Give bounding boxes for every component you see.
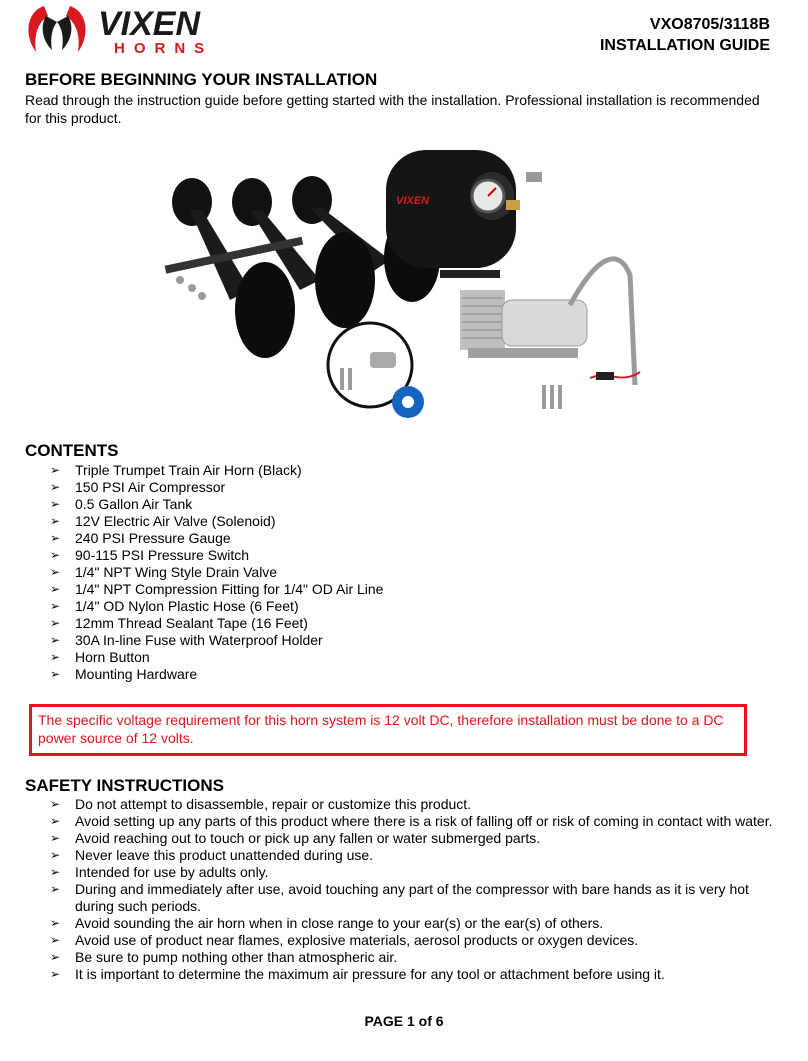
list-item: ➢ Do not attempt to disassemble, repair or customize this product. <box>50 796 773 813</box>
model-number: VXO8705/3118B <box>649 16 770 33</box>
list-item: ➢ Avoid setting up any parts of this product where there is a risk of falling off or risk of coming in contact with water. <box>50 813 773 830</box>
list-item: ➢ Avoid sounding the air horn when in close range to your ear(s) or the ear(s) of others. <box>50 915 773 932</box>
list-item: ➢ Avoid use of product near flames, explosive materials, aerosol products or oxygen devices. <box>50 932 773 949</box>
voltage-warning-box: The specific voltage requirement for this horn system is 12 volt DC, therefore installation must be done to a DC power source of 12 volts. <box>29 704 747 756</box>
contents-heading: CONTENTS <box>25 441 119 460</box>
list-item: ➢ 30A In-line Fuse with Waterproof Holder <box>50 632 383 649</box>
list-item: ➢ It is important to determine the maximum air pressure for any tool or attachment before using it. <box>50 966 773 983</box>
list-item: ➢ 1/4" OD Nylon Plastic Hose (6 Feet) <box>50 598 383 615</box>
list-item: ➢ During and immediately after use, avoid touching any part of the compressor with bare hands as it is very hot during such periods. <box>50 881 765 915</box>
safety-heading: SAFETY INSTRUCTIONS <box>25 776 224 795</box>
list-item: ➢ 0.5 Gallon Air Tank <box>50 496 383 513</box>
contents-list <box>50 462 383 683</box>
safety-list <box>50 796 773 983</box>
tank-brand: VIXEN <box>396 195 430 207</box>
list-item: ➢ Never leave this product unattended during use. <box>50 847 773 864</box>
list-item: ➢ Avoid reaching out to touch or pick up any fallen or water submerged parts. <box>50 830 773 847</box>
air-tank-image <box>386 150 542 278</box>
list-item: ➢ 1/4" NPT Wing Style Drain Valve <box>50 564 383 581</box>
list-item: ➢ Be sure to pump nothing other than atmospheric air. <box>50 949 773 966</box>
list-item: ➢ 12V Electric Air Valve (Solenoid) <box>50 513 383 530</box>
document-type: INSTALLATION GUIDE <box>599 37 770 54</box>
horn-button-image <box>370 352 396 368</box>
list-item: ➢ Horn Button <box>50 649 383 666</box>
list-item: ➢ 150 PSI Air Compressor <box>50 479 383 496</box>
product-photo <box>150 140 650 430</box>
list-item: ➢ 240 PSI Pressure Gauge <box>50 530 383 547</box>
vixen-horns-logo <box>22 2 244 56</box>
horn-emblem-icon <box>28 6 85 52</box>
list-item: ➢ 12mm Thread Sealant Tape (16 Feet) <box>50 615 383 632</box>
list-item: ➢ 90-115 PSI Pressure Switch <box>50 547 383 564</box>
list-item: ➢ 1/4" NPT Compression Fitting for 1/4" OD Air Line <box>50 581 383 598</box>
document-id <box>600 14 770 56</box>
before-heading: BEFORE BEGINNING YOUR INSTALLATION <box>25 70 378 89</box>
list-item: ➢ Intended for use by adults only. <box>50 864 773 881</box>
before-text: Read through the instruction guide before getting started with the installation. Professional installation is recommended for this product. <box>25 92 760 126</box>
logo-subtext: HORNS <box>114 40 214 56</box>
logo-wordmark: VIXEN <box>98 5 201 43</box>
list-item: ➢ Mounting Hardware <box>50 666 383 683</box>
list-item: ➢ Triple Trumpet Train Air Horn (Black) <box>50 462 383 479</box>
page-number: PAGE 1 of 6 <box>364 1013 444 1029</box>
